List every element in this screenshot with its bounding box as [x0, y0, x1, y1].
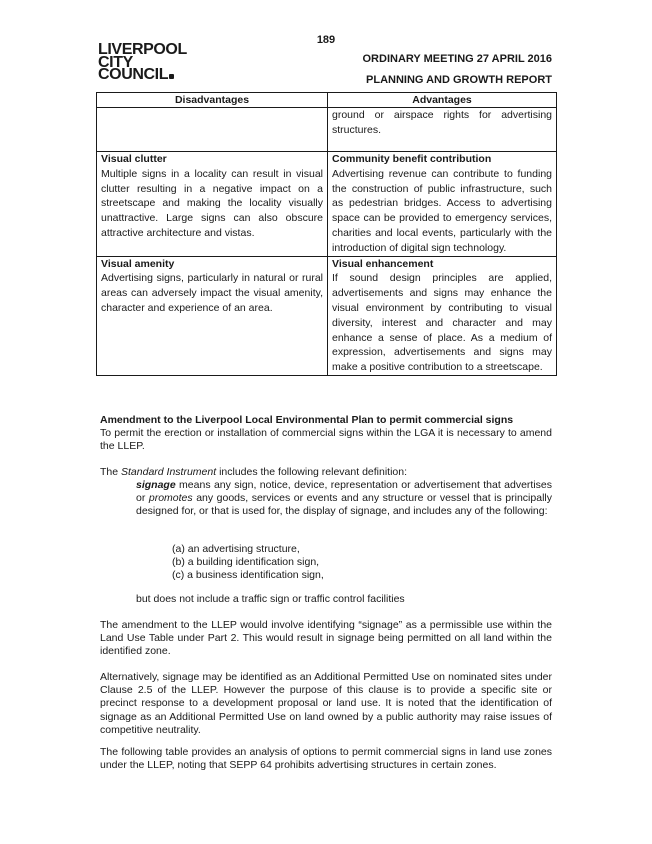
cell-text: Advertising revenue can contribute to funding the construction of public infrastructure, such as pedestrian bridges. Access to advertising space can be provided to emergency services, charities and local events, particularly with the introduction of digital sign technology. [332, 167, 552, 254]
section-heading: Amendment to the Liverpool Local Environmental Plan to permit commercial signs [100, 414, 514, 426]
logo-line-1: LIVERPOOL [98, 41, 187, 58]
table-row [97, 108, 557, 152]
logo-line-3-text: COUNCIL [98, 66, 169, 83]
advantages-table [96, 92, 557, 376]
report-title: PLANNING AND GROWTH REPORT [366, 74, 552, 86]
cell-heading: Visual amenity [101, 257, 175, 270]
header-disadvantages: Disadvantages [97, 93, 328, 108]
definition-list [172, 543, 552, 583]
definition-part-a: means any sign, notice, device, representation or advertisement that advertises or [136, 479, 552, 505]
logo-dot-icon [169, 74, 174, 79]
table-row [97, 152, 557, 257]
logo-line-2: CITY [98, 53, 133, 71]
table-cell-right [328, 108, 557, 152]
table-cell-right [328, 152, 557, 257]
cell-text: If sound design principles are applied, advertisements and signs may enhance the visual environment by contributing to visual diversity, interest and character and may enhance a sense of place. As a medium of expression, advertisements and signs may make a positive contribution to a streetscape. [332, 272, 552, 374]
header-advantages: Advantages [328, 93, 557, 108]
cell-text: Multiple signs in a locality can result in visual clutter resulting in a negative impact on a streetscape and making the locality visually unattractive. Large signs can also obscure attractive architecture and vistas. [101, 167, 323, 239]
instrument-name: Standard Instrument [121, 466, 217, 478]
council-logo [98, 41, 187, 83]
intro-text-after: includes the following relevant definition: [216, 466, 408, 478]
definition-italic: promotes [148, 492, 193, 505]
table-row [97, 256, 557, 375]
logo-line-3 [98, 66, 187, 83]
paragraph-1: The amendment to the LLEP would involve identifying “signage” as a permissible use within the Land Use Table under Part 2. This would result in signage being permitted on all land within the identified zone. [100, 619, 552, 658]
page-number: 189 [316, 34, 336, 46]
paragraph-2: Alternatively, signage may be identified as an Additional Permitted Use on nominated sites under Clause 2.5 of the LLEP. However the purpose of this clause is to provide a specific site or precinct response to a development proposal or land use. It is noted that the identification of signage as an Additional Permitted Use on land owned by a public authority may raise issues of competitive neutrality. [100, 671, 552, 736]
amendment-section [100, 414, 552, 454]
table-cell-left [97, 108, 328, 152]
table-cell-right [328, 256, 557, 375]
list-item: (b) a building identification sign, [172, 556, 320, 569]
cell-heading: Visual clutter [101, 153, 167, 165]
meeting-title: ORDINARY MEETING 27 APRIL 2016 [362, 53, 552, 65]
definition-intro [100, 466, 552, 479]
defined-term: signage [136, 479, 176, 491]
table-cell-left [97, 152, 328, 257]
intro-text-before: The [100, 466, 122, 478]
cell-heading: Community benefit contribution [332, 153, 492, 165]
definition-exclusion: but does not include a traffic sign or traffic control facilities [136, 593, 405, 605]
table-header-row [97, 93, 557, 108]
table-cell-left [97, 256, 328, 375]
cell-text: Advertising signs, particularly in natural or rural areas can adversely impact the visual amenity, character and experience of an area. [101, 272, 323, 314]
definition-text [136, 479, 552, 519]
list-item: (a) an advertising structure, [172, 543, 300, 555]
cell-text: ground or airspace rights for advertising structures. [332, 109, 552, 136]
definition-part-b: any goods, services or events and any structure or vessel that is principally designed for, or that is used for, the display of signage, and includes any of the following: [136, 492, 552, 518]
list-item: (c) a business identification sign, [172, 569, 324, 582]
paragraph-3: The following table provides an analysis of options to permit commercial signs in land use zones under the LLEP, noting that SEPP 64 prohibits advertising structures in certain zones. [100, 746, 552, 772]
cell-heading: Visual enhancement [332, 257, 434, 270]
section-body: To permit the erection or installation of commercial signs within the LGA it is necessary to amend the LLEP. [100, 427, 552, 453]
